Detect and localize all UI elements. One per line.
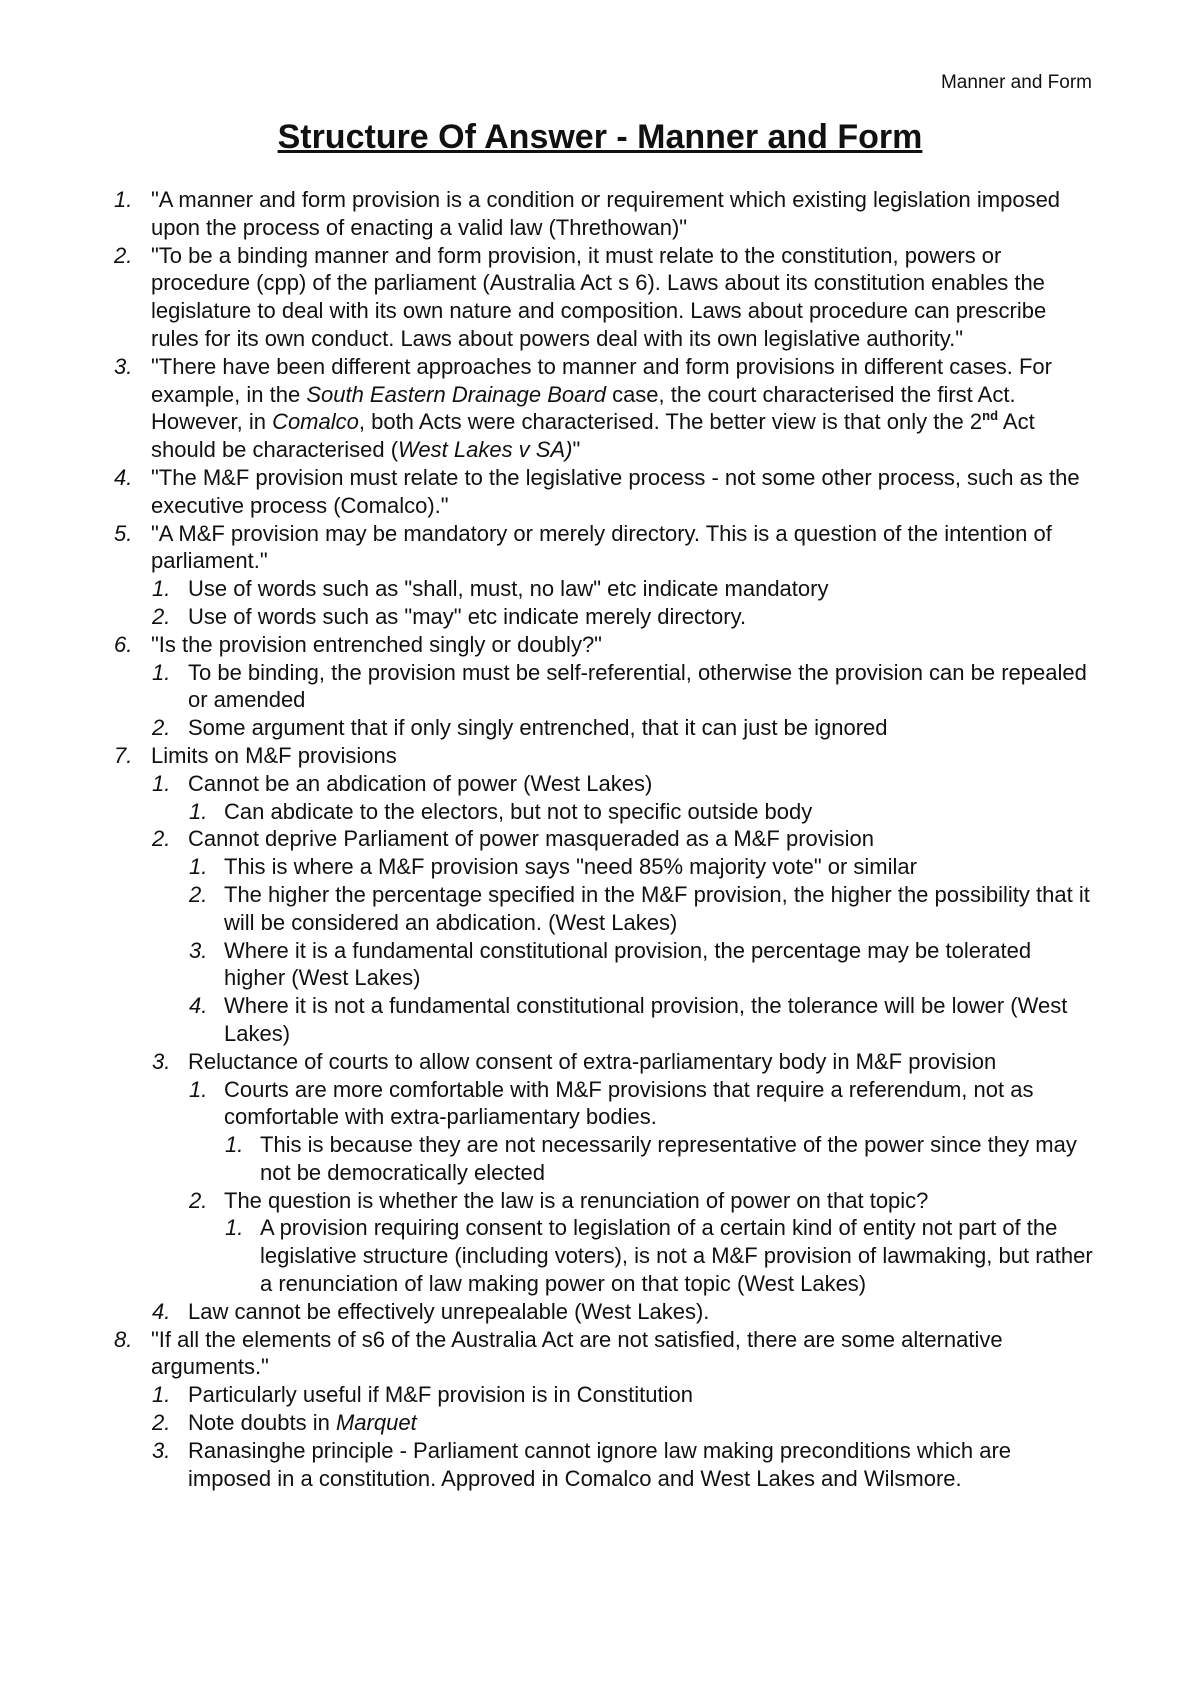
list-item-text: Where it is not a fundamental constitutional provision, the tolerance will be lower (West Lakes) <box>224 993 1068 1046</box>
list-number: 2. <box>152 603 171 629</box>
list-item-text: Limits on M&F provisions <box>151 742 397 768</box>
list-item-text: Particularly useful if M&F provision is in Constitution <box>188 1382 693 1408</box>
list-number: 3. <box>152 1437 171 1463</box>
sub-sub-list <box>188 853 1094 1048</box>
sub-sub-item <box>188 853 1094 881</box>
sub-item <box>151 825 1094 1047</box>
sub-sub-item <box>188 1076 1094 1187</box>
list-number: 7. <box>114 742 133 768</box>
list-item-text <box>151 354 1052 462</box>
ordinal-superscript: nd <box>982 408 999 424</box>
sub-sub-item <box>188 881 1094 937</box>
list-item-text <box>188 1410 417 1435</box>
level-four-item <box>224 1131 1094 1187</box>
list-item-6 <box>114 631 1094 742</box>
level-four-item <box>224 1214 1094 1297</box>
list-number: 1. <box>225 1132 244 1158</box>
case-name: South Eastern Drainage Board <box>306 381 606 407</box>
sub-item <box>151 770 1094 826</box>
running-header: Manner and Form <box>940 72 1092 93</box>
level-four-list <box>224 1131 1094 1187</box>
text-run: case, the court characterised the first Act. However, in <box>151 381 1016 435</box>
sub-item <box>151 1381 1094 1409</box>
answer-outline <box>114 186 1094 1492</box>
sub-item <box>151 714 1094 742</box>
list-item-text: Can abdicate to the electors, but not to specific outside body <box>224 798 813 824</box>
list-number: 2. <box>152 826 171 852</box>
list-item-text: Cannot deprive Parliament of power masqueraded as a M&F provision <box>188 826 875 852</box>
sub-sub-item <box>188 798 1094 826</box>
sub-item <box>151 1048 1094 1298</box>
list-number: 4. <box>114 464 133 490</box>
list-number: 4. <box>152 1298 171 1324</box>
sub-sub-list <box>188 798 1094 826</box>
list-item-text: Reluctance of courts to allow consent of extra-parliamentary body in M&F provision <box>188 1048 997 1074</box>
list-item-text: "A manner and form provision is a condition or requirement which existing legislation imposed upon the process of enacting a valid law (Threthowan)" <box>151 187 1061 240</box>
list-number: 3. <box>189 937 208 963</box>
sub-sub-item <box>188 992 1094 1048</box>
list-number: 2. <box>152 1410 171 1436</box>
outline-list <box>114 186 1094 1492</box>
sub-sub-list <box>188 1076 1094 1298</box>
list-item-text: "A M&F provision may be mandatory or merely directory. This is a question of the intention of parliament." <box>151 520 1052 574</box>
list-item-text: This is where a M&F provision says "need 85% majority vote" or similar <box>224 854 917 880</box>
list-item-4 <box>114 464 1094 520</box>
list-item-text: Cannot be an abdication of power (West Lakes) <box>188 770 653 796</box>
level-four-list <box>224 1214 1094 1297</box>
list-item-text: The question is whether the law is a renunciation of power on that topic? <box>224 1187 929 1213</box>
sub-list <box>151 1381 1094 1492</box>
list-number: 1. <box>189 854 208 880</box>
list-number: 1. <box>189 798 208 824</box>
sub-sub-item <box>188 937 1094 993</box>
text-run: "There have been different approaches to manner and form provisions in different cases. For example, in the <box>151 353 1052 407</box>
sub-item <box>151 603 1094 631</box>
list-number: 8. <box>114 1326 133 1352</box>
sub-item <box>151 1409 1094 1437</box>
list-number: 2. <box>114 242 133 268</box>
list-number: 1. <box>152 1382 171 1408</box>
text-run: Note doubts in <box>188 1410 336 1436</box>
list-number: 1. <box>152 770 171 796</box>
list-item-7 <box>114 742 1094 1326</box>
list-item-1 <box>114 186 1094 242</box>
list-item-8 <box>114 1326 1094 1493</box>
sub-item <box>151 1298 1094 1326</box>
case-name: Comalco <box>272 409 359 435</box>
list-item-text: "The M&F provision must relate to the legislative process - not some other process, such as the executive process (Comalco)." <box>151 464 1080 518</box>
list-number: 2. <box>189 881 208 907</box>
list-number: 2. <box>152 715 171 741</box>
text-run: Act should be characterised ( <box>151 409 1035 463</box>
list-item-text: To be binding, the provision must be self-referential, otherwise the provision can be repealed or amended <box>188 659 1087 713</box>
list-number: 3. <box>114 353 133 379</box>
list-item-text: This is because they are not necessarily representative of the power since they may not be democratically elected <box>260 1132 1077 1185</box>
list-number: 5. <box>114 520 133 546</box>
case-name: Marquet <box>335 1410 417 1436</box>
page-title: Structure Of Answer - Manner and Form <box>277 118 923 156</box>
list-item-text: "Is the provision entrenched singly or doubly?" <box>151 631 602 657</box>
list-number: 1. <box>152 576 171 602</box>
sub-item <box>151 1437 1094 1493</box>
list-item-text: Courts are more comfortable with M&F provisions that require a referendum, not as comfortable with extra-parliamentary bodies. <box>224 1076 1034 1130</box>
list-number: 1. <box>152 659 171 685</box>
sub-list <box>151 575 1094 631</box>
list-item-text: The higher the percentage specified in the M&F provision, the higher the possibility that it will be considered an abdication. (West Lakes) <box>224 881 1090 935</box>
list-number: 3. <box>152 1048 171 1074</box>
list-item-text: Some argument that if only singly entrenched, that it can just be ignored <box>188 715 888 741</box>
list-number: 6. <box>114 631 133 657</box>
list-item-text: Use of words such as "shall, must, no law" etc indicate mandatory <box>188 576 829 602</box>
sub-item <box>151 575 1094 603</box>
list-number: 1. <box>114 187 133 212</box>
list-item-text: A provision requiring consent to legislation of a certain kind of entity not part of the legislative structure (including voters), is not a M&F provision of lawmaking, but rather a renunciation of law making power on that topic (West Lakes) <box>260 1215 1093 1297</box>
sub-list <box>151 659 1094 742</box>
list-item-text: Ranasinghe principle - Parliament cannot ignore law making preconditions which are imposed in a constitution. Approved in Comalco and West Lakes and Wilsmore. <box>188 1437 1012 1491</box>
text-run: " <box>572 437 581 463</box>
list-item-text: "To be a binding manner and form provision, it must relate to the constitution, powers or procedure (cpp) of the parliament (Australia Act s 6). Laws about its constitution enables the legislature to deal with its own nature and composition. Laws about procedure can prescribe rules for its own conduct. Laws about powers deal with its own legislative authority." <box>151 242 1047 351</box>
list-item-2 <box>114 242 1094 353</box>
list-number: 2. <box>189 1187 208 1213</box>
list-item-text: Use of words such as "may" etc indicate merely directory. <box>188 603 747 629</box>
list-item-5 <box>114 520 1094 631</box>
sub-sub-item <box>188 1187 1094 1298</box>
list-item-text: Where it is a fundamental constitutional provision, the percentage may be tolerated higher (West Lakes) <box>224 937 1032 991</box>
list-item-text: Law cannot be effectively unrepealable (West Lakes). <box>188 1298 710 1324</box>
text-run: , both Acts were characterised. The better view is that only the 2 <box>358 409 983 435</box>
list-number: 1. <box>225 1215 244 1241</box>
list-number: 4. <box>189 993 208 1019</box>
list-item-3 <box>114 353 1094 464</box>
sub-item <box>151 659 1094 715</box>
sub-list <box>151 770 1094 1326</box>
case-name: West Lakes v SA) <box>398 437 573 463</box>
list-item-text: "If all the elements of s6 of the Australia Act are not satisfied, there are some alternative arguments." <box>151 1326 1003 1380</box>
list-number: 1. <box>189 1076 208 1102</box>
